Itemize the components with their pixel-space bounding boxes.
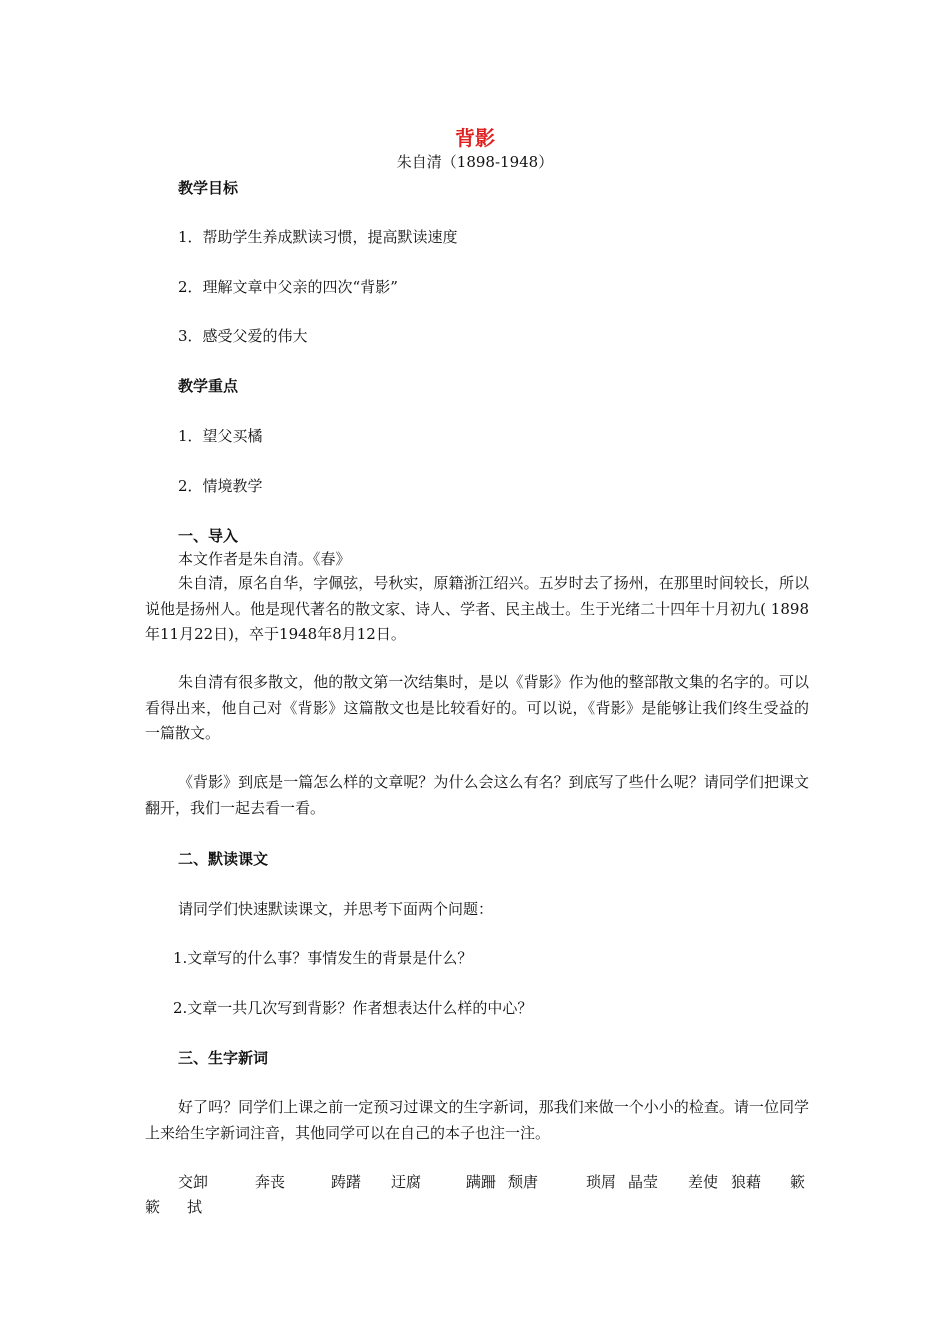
- vocab-word: 颓唐: [508, 1173, 539, 1191]
- vocab-word: 踌躇: [331, 1173, 362, 1191]
- key-point-item: 1．望父买橘: [178, 427, 263, 445]
- objectives-heading: 教学目标: [178, 179, 239, 197]
- vocab-word: 交卸: [178, 1173, 209, 1191]
- objective-item: 1．帮助学生养成默读习惯，提高默读速度: [178, 228, 458, 246]
- key-point-item: 2．情境教学: [178, 477, 263, 495]
- paragraph-text: 《背影》到底是一篇怎么样的文章呢？为什么会这么有名？到底写了些什么呢？请同学们把课文翻开，我们一起去看一看。: [145, 773, 809, 817]
- vocab-word: 差使: [688, 1173, 719, 1191]
- paragraph-text: 朱自清，原名自华，字佩弦，号秋实，原籍浙江绍兴。五岁时去了扬州，在那里时间较长，所以说他是扬州人。他是现代著名的散文家、诗人、学者、民主战士。生于光绪二十四年十月初九( 1898年11月22日)，卒于1948年8月12日。: [145, 574, 809, 643]
- section2-intro: 请同学们快速默读课文，并思考下面两个问题：: [178, 900, 494, 918]
- vocab-word: 拭: [187, 1198, 203, 1216]
- section2-heading: 二、默读课文: [178, 850, 269, 868]
- vocab-word: 簌: [790, 1173, 806, 1191]
- vocab-word: 奔丧: [255, 1173, 286, 1191]
- vocab-word: 蹒跚: [466, 1173, 497, 1191]
- section1-paragraph: [145, 670, 809, 747]
- section1-paragraph: [145, 770, 809, 821]
- vocab-word: 琐屑: [586, 1173, 617, 1191]
- vocab-word: 晶莹: [628, 1173, 659, 1191]
- vocab-word: 狼藉: [731, 1173, 762, 1191]
- question-item: 2.文章一共几次写到背影？作者想表达什么样的中心？: [173, 999, 533, 1017]
- section1-paragraph: [145, 571, 809, 648]
- paragraph-text: 朱自清有很多散文，他的散文第一次结集时，是以《背影》作为他的整部散文集的名字的。可以看得出来，他自己对《背影》这篇散文也是比较看好的。可以说，《背影》是能够让我们终生受益的一篇散文。: [145, 673, 809, 742]
- paragraph-text: 好了吗？同学们上课之前一定预习过课文的生字新词，那我们来做一个小小的检查。请一位同学上来给生字新词注音，其他同学可以在自己的本子也注一注。: [145, 1098, 809, 1142]
- objective-item: 3．感受父爱的伟大: [178, 327, 308, 345]
- vocab-word: 簌: [145, 1198, 161, 1216]
- section1-intro-line: 本文作者是朱自清。《春》: [178, 550, 351, 568]
- key-points-heading: 教学重点: [178, 377, 239, 395]
- author-line: 朱自清（1898-1948）: [396, 153, 554, 171]
- section1-heading: 一、导入: [178, 527, 239, 545]
- section3-heading: 三、生字新词: [178, 1049, 269, 1067]
- question-item: 1.文章写的什么事？事情发生的背景是什么？: [173, 949, 473, 967]
- section3-paragraph: [145, 1095, 809, 1146]
- document-title: 背影: [455, 126, 495, 150]
- objective-item: 2．理解文章中父亲的四次“背影”: [178, 278, 398, 296]
- vocab-word: 迂腐: [391, 1173, 422, 1191]
